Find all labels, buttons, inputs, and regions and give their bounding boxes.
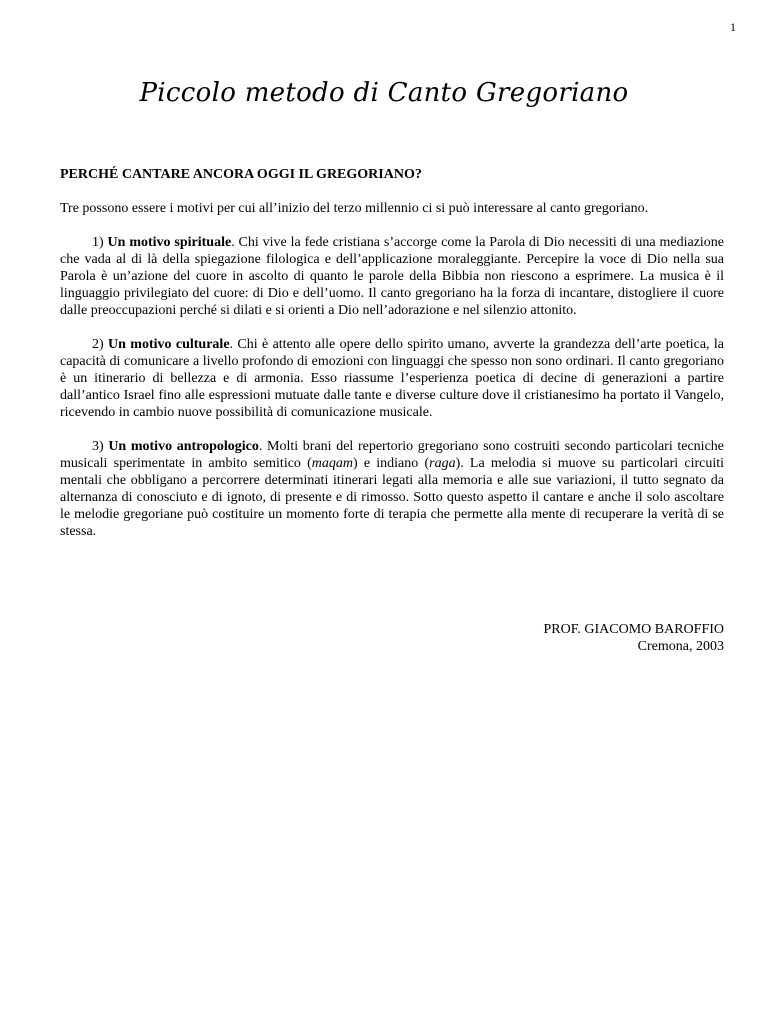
motive-paragraph-cultural <box>60 336 724 421</box>
place-date: Cremona, 2003 <box>637 639 724 654</box>
document-body <box>60 166 724 557</box>
motive-text: . Chi vive la fede cristiana s’accorge come la Parola di Dio necessiti di una mediazione che vada al di là della spiegazione filologica e dell’applicazione moraleggiante. Percepire la voce di Dio nella sua Parola è un’azione del cuore in ascolto di quanto le parole della Bibbia non riescono a esprimere. La musica è il linguaggio privilegiato del cuore: di Dio e dell’uomo. Il canto gregoriano ha la forza di incantare, distogliere il cuore dalle preoccupazioni perché si dilati e si orienti a Dio nell’adorazione e nel silenzio attonito. <box>60 235 725 318</box>
motive-text: ). La melodia si muove su particolari circuiti mentali che obbligano a percorrere determinati itinerari legati alla memoria e alle sue variazioni, il tutto segnato da alternanza di conosciuto e di ignoto, di presente e di rimosso. Sotto questo aspetto il cantare e anche il solo ascoltare le melodie gregoriane può costituire un momento forte di terapia che permette alla mente di recuperare la verità di se stessa. <box>60 456 724 539</box>
signature-block <box>543 621 724 655</box>
motive-text: . Chi è attento alle opere dello spirito umano, avverte la grandezza dell’arte poetica, la capacità di comunicare a livello profondo di emozioni con linguaggi che spesso non sono ordinari. Il canto gregoriano è un itinerario di bellezza e di armonia. Esso riassume l’esperienza poetica di decine di generazioni a partire dall’antico Israel fino alle espressioni mutuate dalle tante e diverse culture dove il cristianesimo ha portato il Vangelo, ricevendo in cambio nuove possibilità di comunicazione musicale. <box>60 337 725 420</box>
author-name: PROF. GIACOMO BAROFFIO <box>543 622 724 637</box>
motive-paragraph-anthropological <box>60 438 724 540</box>
motive-label: Un motivo culturale <box>108 337 230 352</box>
term-maqam: maqam <box>311 456 354 471</box>
motive-text: ) e indiano ( <box>353 456 430 471</box>
document-title: Piccolo metodo di Canto Gregoriano <box>139 78 629 108</box>
motive-number: 3) <box>92 439 104 454</box>
motive-number: 1) <box>92 235 104 250</box>
motive-paragraph-spiritual <box>60 234 724 319</box>
page-number: 1 <box>730 20 736 34</box>
motive-label: Un motivo spirituale <box>107 235 232 250</box>
motive-text: . Molti brani del repertorio gregoriano sono costruiti secondo particolari tecniche musicali sperimentate in ambito semitico ( <box>60 439 724 471</box>
motive-label: Un motivo antropologico <box>108 439 259 454</box>
motive-number: 2) <box>92 337 104 352</box>
intro-paragraph: Tre possono essere i motivi per cui all’inizio del terzo millennio ci si può interessare al canto gregoriano. <box>60 201 649 216</box>
section-heading: PERCHÉ CANTARE ANCORA OGGI IL GREGORIANO? <box>60 167 422 182</box>
term-raga: raga <box>429 456 456 471</box>
